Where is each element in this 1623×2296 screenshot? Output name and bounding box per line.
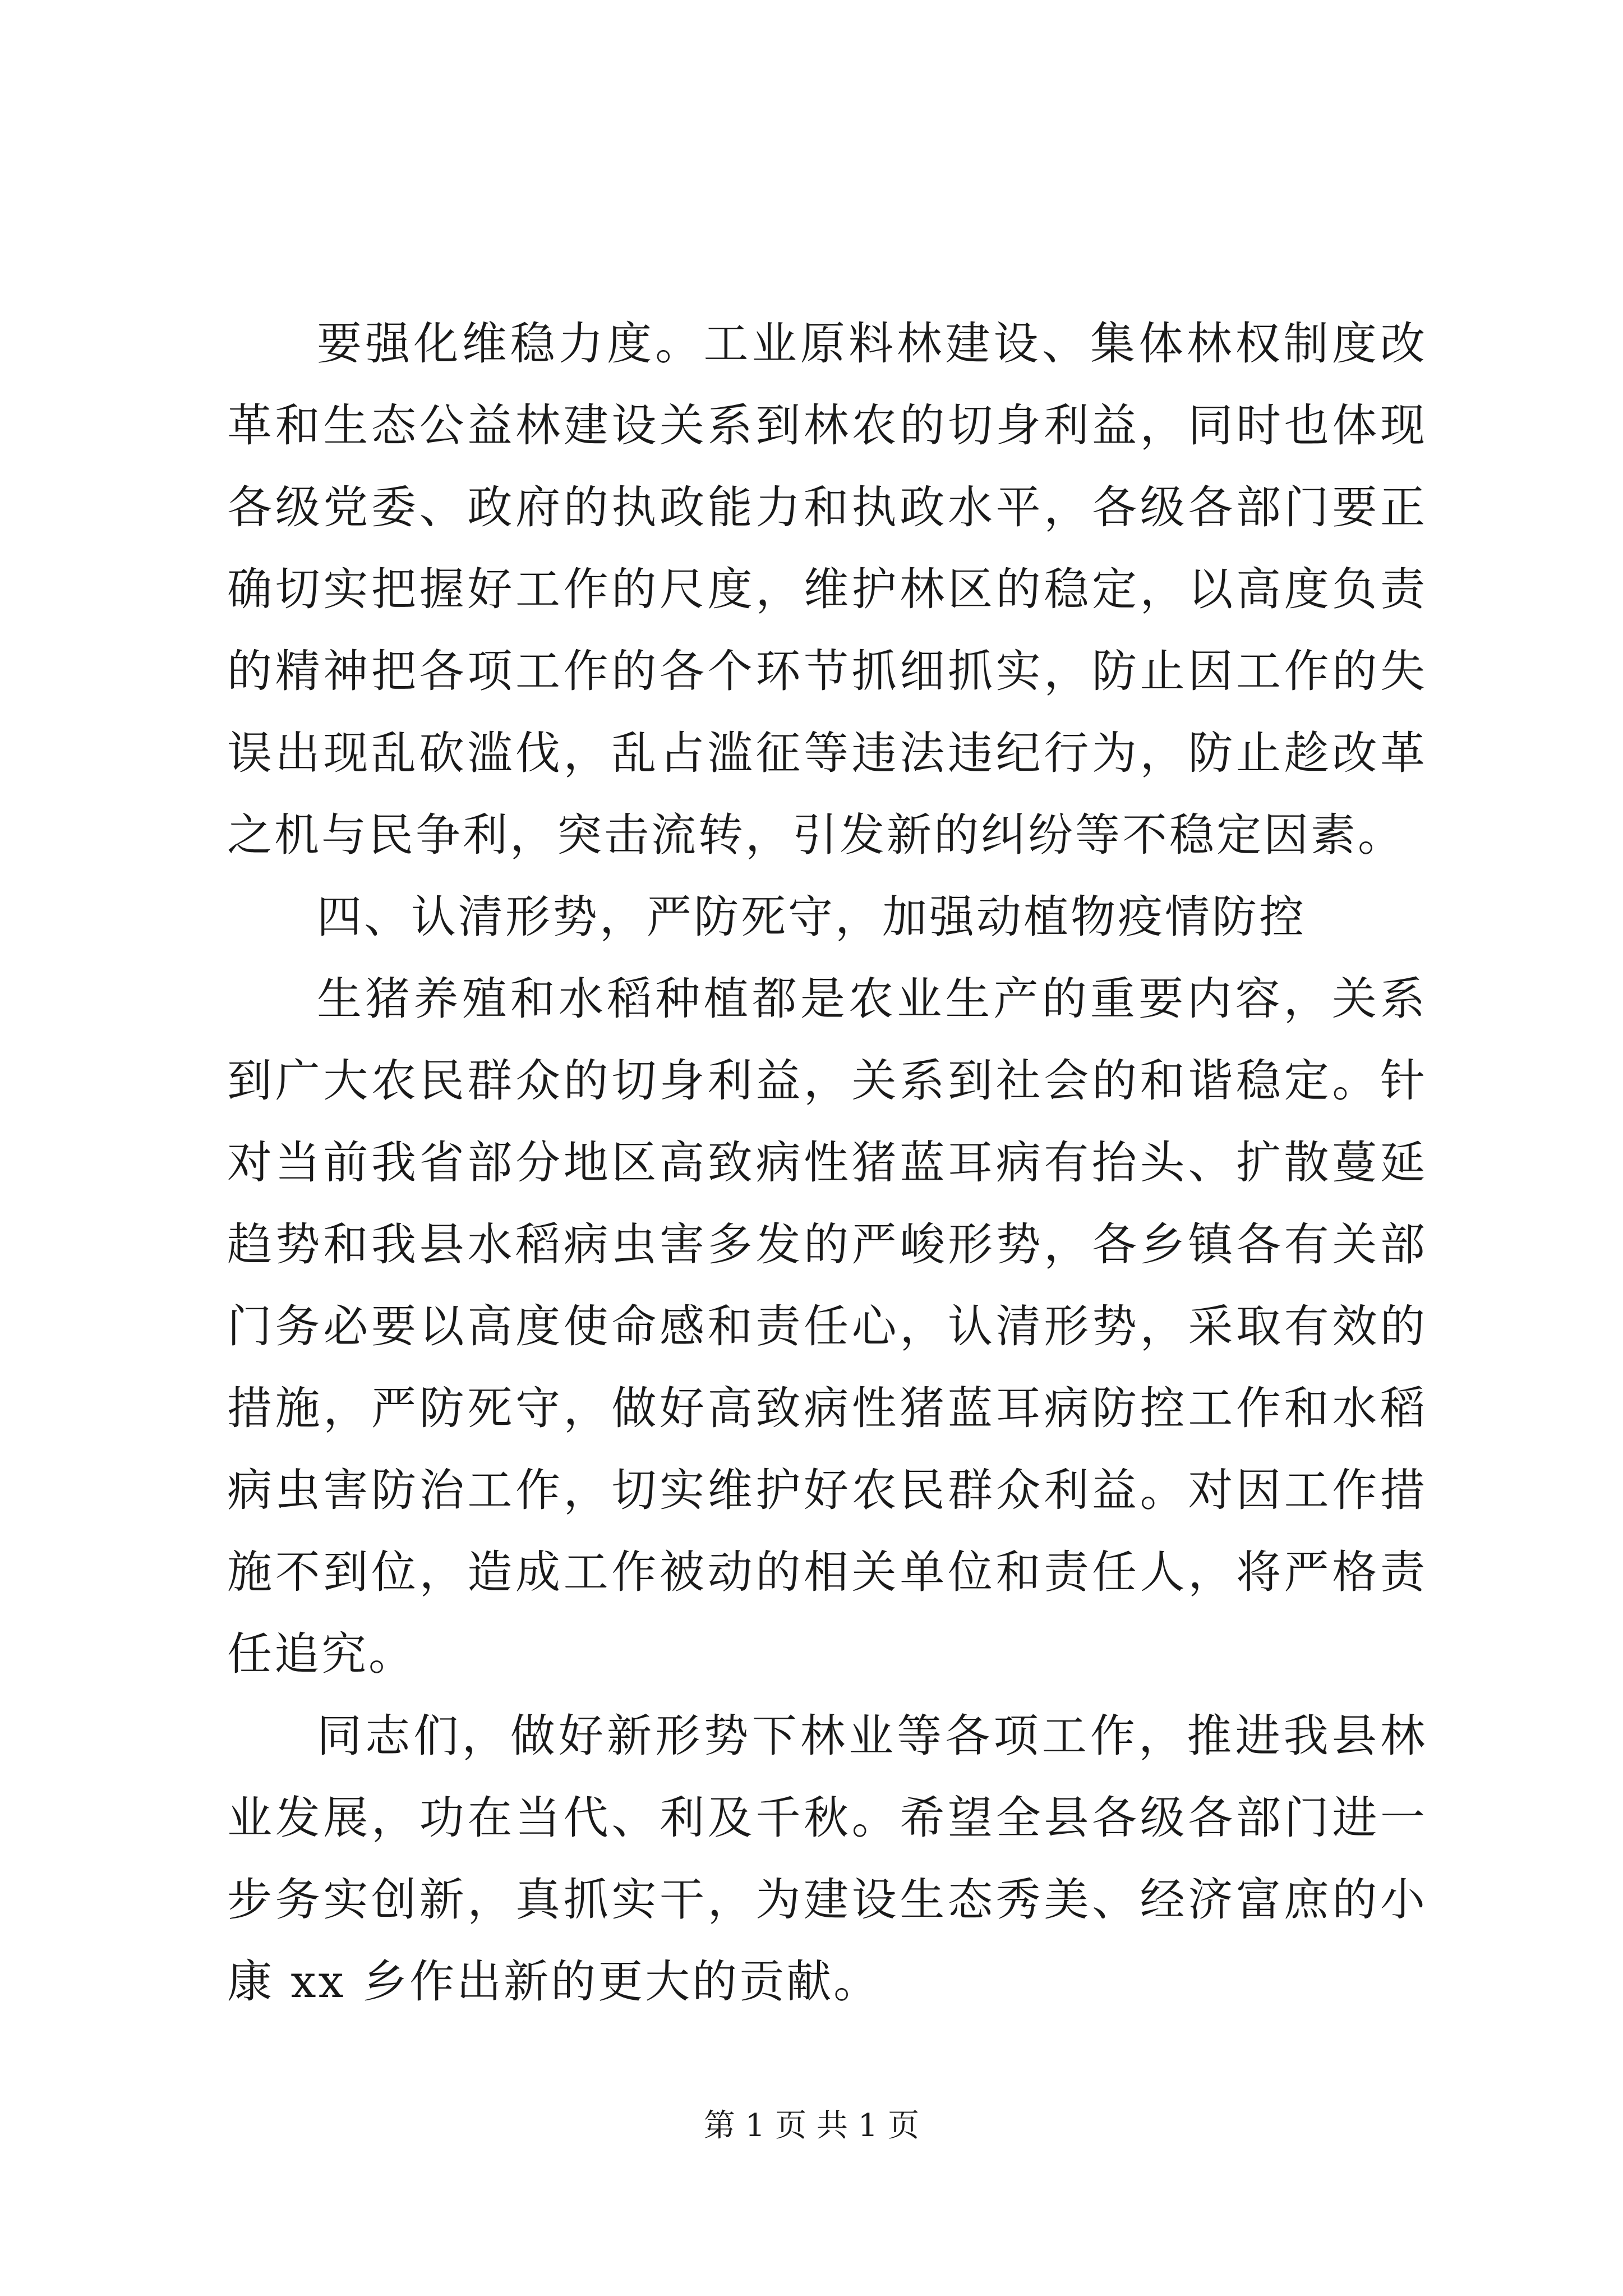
section-heading-epidemic-control: 四、认清形势，严防死守，加强动植物疫情防控 [317, 891, 1306, 943]
paragraph-closing: 同志们，做好新形势下林业等各项工作，推进我县林业发展，功在当代、利及千秋。希望全县各级各部门进一步务实创新，真抓实干，为建设生态秀美、经济富庶的小康 xx 乡作出新的更大的贡献。 [227, 1710, 1427, 2008]
paragraph-stability: 要强化维稳力度。工业原料林建设、集体林权制度改革和生态公益林建设关系到林农的切身利益，同时也体现各级党委、政府的执政能力和执政水平，各级各部门要正确切实把握好工作的尺度，维护林区的稳定，以高度负责的精神把各项工作的各个环节抓细抓实，防止因工作的失误出现乱砍滥伐，乱占滥征等违法违纪行为，防止趁改革之机与民争利，突击流转，引发新的纠纷等不稳定因素。 [227, 318, 1427, 861]
document-body [227, 303, 1427, 2023]
page-footer: 第 1 页 共 1 页 [703, 2108, 920, 2144]
paragraph-epidemic-control: 生猪养殖和水稻种植都是农业生产的重要内容，关系到广大农民群众的切身利益，关系到社会的和谐稳定。针对当前我省部分地区高致病性猪蓝耳病有抬头、扩散蔓延趋势和我县水稻病虫害多发的严峻形势，各乡镇各有关部门务必要以高度使命感和责任心，认清形势，采取有效的措施，严防死守，做好高致病性猪蓝耳病防控工作和水稻病虫害防治工作，切实维护好农民群众利益。对因工作措施不到位，造成工作被动的相关单位和责任人，将严格责任追究。 [227, 973, 1427, 1680]
